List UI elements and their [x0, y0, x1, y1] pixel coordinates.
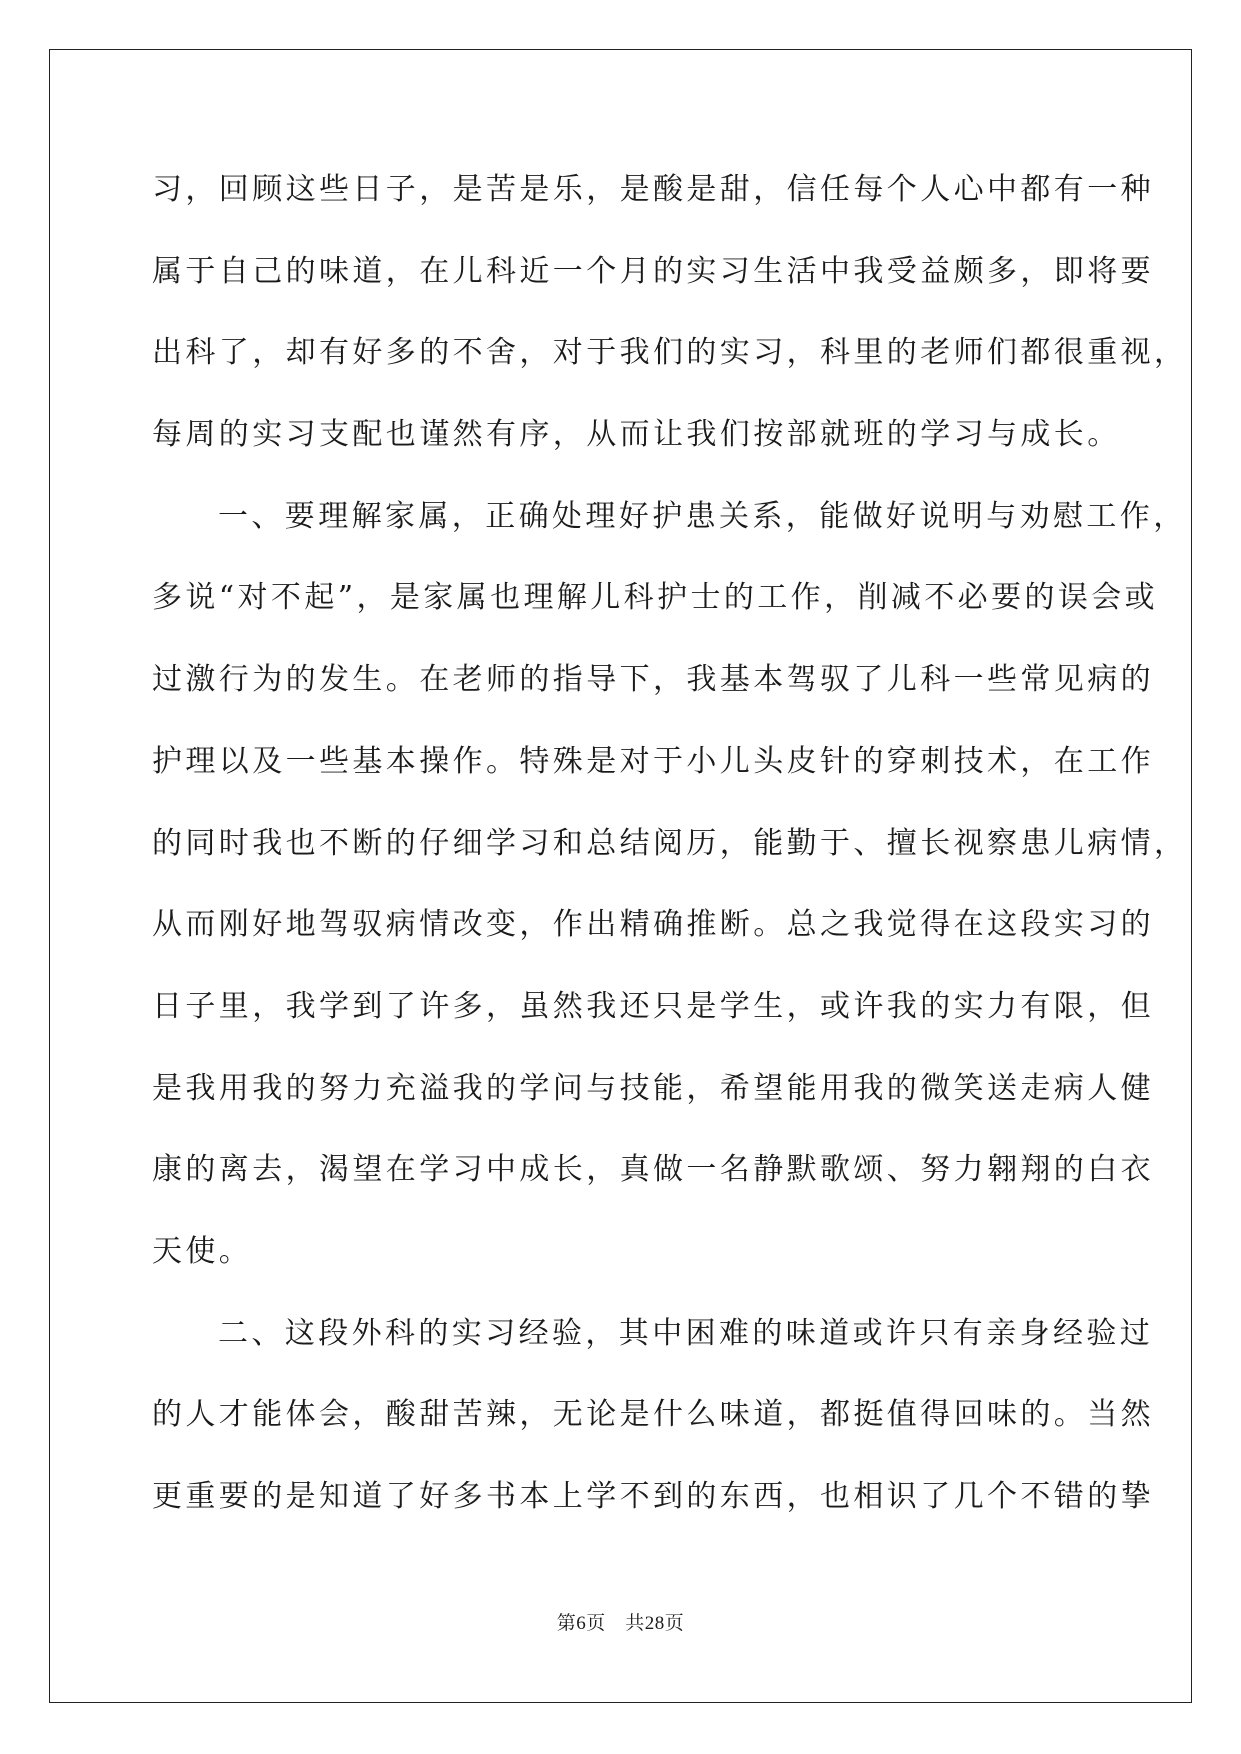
text-line: 出科了，却有好多的不舍，对于我们的实习，科里的老师们都很重视，	[152, 335, 1188, 371]
text-line: 的同时我也不断的仔细学习和总结阅历，能勤于、擅长视察患儿病情，	[152, 825, 1188, 861]
text-line: 天使。	[152, 1233, 253, 1269]
text-line: 从而刚好地驾驭病情改变，作出精确推断。总之我觉得在这段实习的	[152, 907, 1154, 943]
text-line: 一、要理解家属，正确处理好护患关系，能做好说明与劝慰工作，	[218, 498, 1187, 534]
text-line: 康的离去，渴望在学习中成长，真做一名静默歌颂、努力翱翔的白衣	[152, 1152, 1154, 1188]
text-line: 二、这段外科的实习经验，其中困难的味道或许只有亲身经验过	[218, 1315, 1154, 1351]
text-line: 每周的实习支配也谨然有序，从而让我们按部就班的学习与成长。	[152, 417, 1121, 453]
text-line: 更重要的是知道了好多书本上学不到的东西，也相识了几个不错的挚	[152, 1479, 1154, 1514]
text-line: 过激行为的发生。在老师的指导下，我基本驾驭了儿科一些常见病的	[152, 662, 1154, 698]
text-line: 属于自己的味道，在儿科近一个月的实习生活中我受益颇多，即将要	[152, 253, 1154, 289]
text-line: 习，回顾这些日子，是苦是乐，是酸是甜，信任每个人心中都有一种	[152, 172, 1154, 207]
text-line: 的人才能体会，酸甜苦辣，无论是什么味道，都挺值得回味的。当然	[152, 1397, 1154, 1433]
text-line: 日子里，我学到了许多，虽然我还只是学生，或许我的实力有限，但	[152, 988, 1154, 1024]
document-body	[152, 160, 1188, 1549]
text-line: 护理以及一些基本操作。特殊是对于小儿头皮针的穿刺技术，在工作	[152, 743, 1154, 779]
text-line: 是我用我的努力充溢我的学问与技能，希望能用我的微笑送走病人健	[152, 1070, 1154, 1106]
page-footer: 第6页 共28页	[556, 1613, 685, 1634]
text-line: 多说“对不起”，是家属也理解儿科护士的工作，削减不必要的误会或	[152, 580, 1159, 616]
